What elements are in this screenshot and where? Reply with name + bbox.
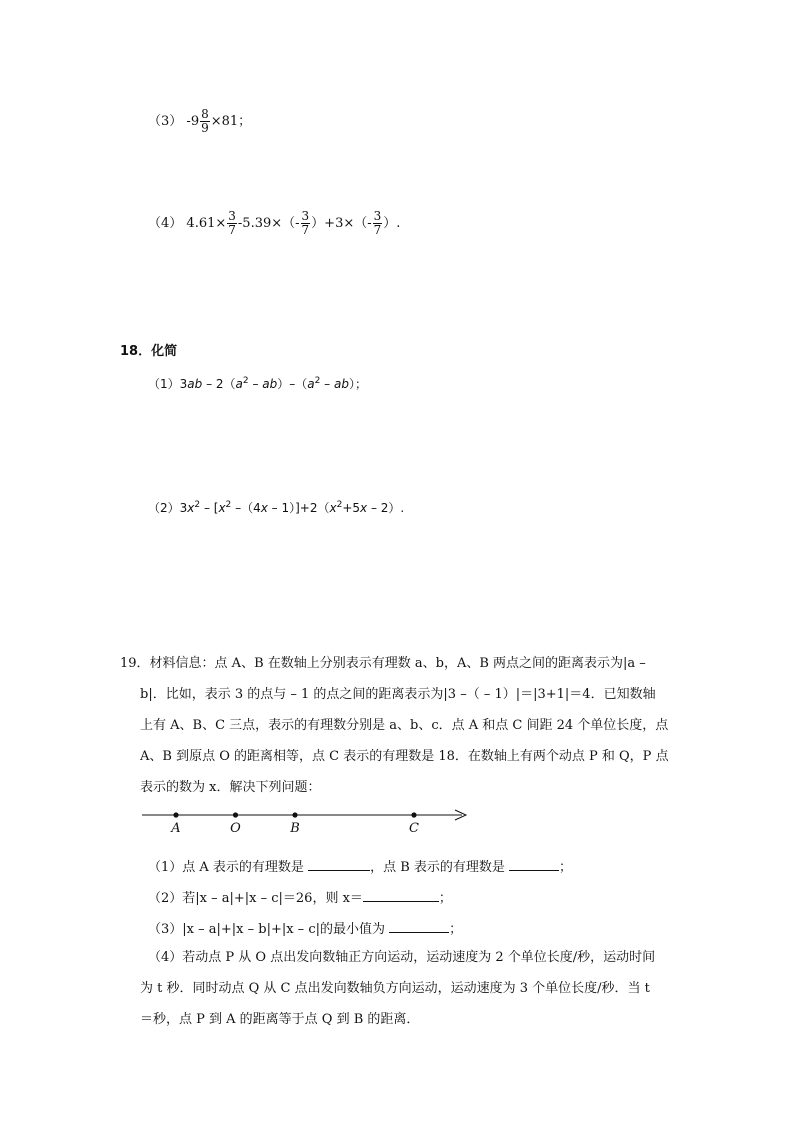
question-text: （2）若|x – a|+|x – c|＝26，则 x＝ [148, 891, 363, 906]
expr-var: x [360, 501, 368, 515]
question-text: （1）点 A 表示的有理数是 [148, 860, 304, 875]
point-c [411, 812, 416, 817]
expr-term: +5 [342, 501, 361, 515]
question-19-4 [140, 942, 680, 1035]
statement-line: 上有 A、B、C 三点，表示的有理数分别是 a、b、c．点 A 和点 C 间距 24 个单位长度，点 [140, 718, 669, 733]
exponent: 2 [242, 376, 249, 386]
fraction-denominator: 7 [301, 223, 310, 237]
expr-var: x [260, 501, 268, 515]
part-label: （4） [148, 216, 183, 231]
exponent: 2 [225, 500, 232, 510]
question-text: （3）|x – a|+|x – b|+|x – c|的最小值为 [148, 922, 385, 937]
question-line: （4）若动点 P 从 O 点出发向数轴正方向运动，运动速度为 2 个单位长度/秒，运动时间 [148, 950, 656, 965]
fraction-numerator: 8 [201, 107, 209, 121]
exponent: 2 [336, 500, 343, 510]
expr-var: ab [187, 377, 203, 391]
statement-line: 表示的数为 x．解决下列问题： [140, 780, 321, 795]
expr-term: – [248, 377, 263, 391]
problem-18-part-2 [148, 500, 404, 516]
question-text: ； [449, 922, 463, 937]
expr-term: ）–（ [277, 377, 308, 391]
statement-line: A、B 到原点 O 的距离相等，点 C 表示的有理数是 18．在数轴上有两个动点 P 和 Q，P 点 [140, 749, 669, 764]
point-o [233, 812, 238, 817]
expr-var: x [218, 501, 226, 515]
part-label: （3） [148, 114, 183, 129]
question-line: 为 t 秒．同时动点 Q 从 C 点出发向数轴负方向运动，运动速度为 3 个单位长度/秒．当 t [140, 981, 650, 996]
problem-18-part-1 [148, 376, 367, 392]
fraction-numerator: 3 [373, 209, 382, 223]
question-line: ＝秒，点 P 到 A 的距离等于点 Q 到 B 的距离． [140, 1012, 420, 1027]
expr-term: – [320, 377, 334, 391]
expr-term: 3 [179, 377, 188, 391]
point-label-a: A [171, 821, 181, 836]
answer-blank[interactable] [363, 889, 439, 902]
question-19-1 [148, 856, 572, 875]
expr-term: -5.39×（- [237, 216, 300, 231]
fraction [200, 108, 210, 135]
point-b [292, 812, 297, 817]
expr-term: 3 [179, 501, 188, 515]
statement-line: 19．材料信息：点 A、B 在数轴上分别表示有理数 a、b，A、B 两点之间的距离表示为|a – [120, 656, 646, 671]
fraction-denominator: 7 [228, 223, 236, 237]
fraction [373, 210, 383, 237]
expr-term: – [ [200, 501, 219, 515]
fraction-numerator: 3 [228, 209, 236, 223]
point-label-b: B [290, 821, 300, 836]
expr-term: ）. [383, 216, 401, 231]
question-19-3 [148, 918, 462, 937]
fraction-numerator: 3 [301, 209, 310, 223]
answer-blank[interactable] [389, 920, 449, 933]
point-label-o: O [230, 821, 241, 836]
number-line-arrow [455, 810, 466, 820]
fraction-denominator: 9 [201, 121, 209, 135]
expr-var: x [329, 501, 337, 515]
expr-term: – 2）. [367, 501, 405, 515]
fraction [301, 210, 311, 237]
problem-19-statement [120, 648, 669, 803]
expr-var: ab [262, 377, 278, 391]
expr-prefix: -9 [186, 114, 200, 129]
answer-blank[interactable] [509, 858, 559, 871]
question-text: ，点 B 表示的有理数是 [370, 860, 505, 875]
point-a [173, 812, 178, 817]
expr-term: –（4 [231, 501, 261, 515]
answer-blank[interactable] [308, 858, 370, 871]
question-19-2 [148, 887, 452, 906]
part-label: （1） [148, 377, 180, 391]
expr-var: a [307, 377, 315, 391]
fraction [227, 210, 237, 237]
part-label: （2） [148, 501, 180, 515]
exponent: 2 [314, 376, 321, 386]
point-label-c: C [409, 821, 419, 836]
expr-term: – 1）]+2（ [267, 501, 330, 515]
expr-suffix: ×81； [210, 114, 252, 129]
problem-18-title: 18．化简 [120, 344, 178, 359]
expr-term: ）+3×（- [311, 216, 372, 231]
exponent: 2 [194, 500, 201, 510]
question-text: ； [438, 891, 452, 906]
problem-17-part-4 [148, 210, 400, 237]
expr-term: ）； [348, 377, 367, 391]
expr-term: 4.61× [186, 216, 227, 231]
expr-var: a [235, 377, 243, 391]
statement-line: b|．比如，表示 3 的点与 – 1 的点之间的距离表示为|3 –（ – 1）|＝|3+1|＝4．已知数轴 [140, 687, 656, 702]
problem-17-part-3 [148, 108, 251, 135]
expr-term: – 2（ [202, 377, 236, 391]
expr-var: x [187, 501, 195, 515]
fraction-denominator: 7 [373, 223, 382, 237]
question-text: ； [559, 860, 573, 875]
expr-var: ab [334, 377, 349, 391]
